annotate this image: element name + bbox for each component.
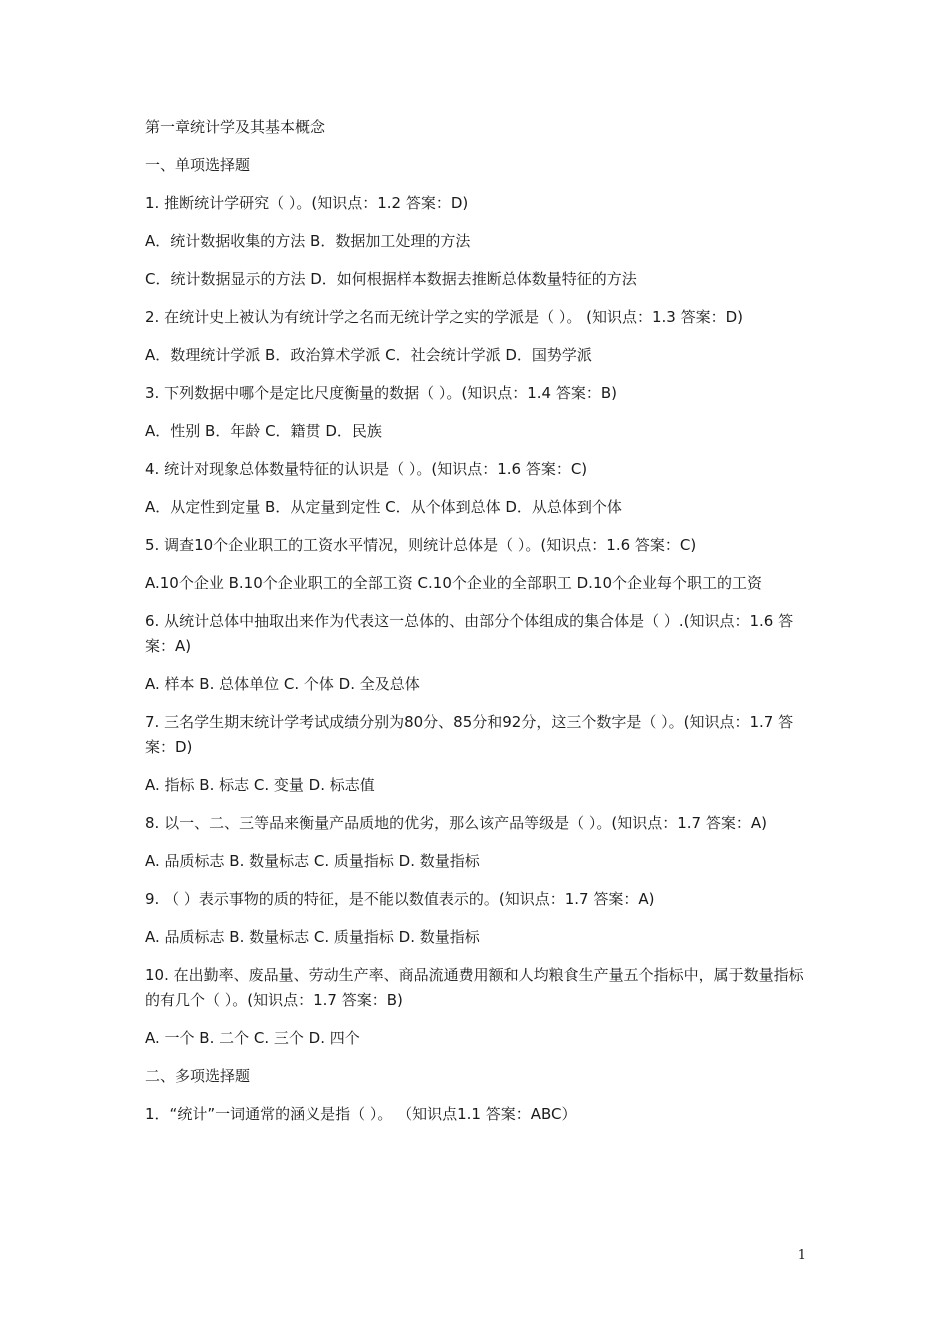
section-title-single-choice: 一、单项选择题 [145, 156, 251, 174]
question-8: 8. 以一、二、三等品来衡量产品质地的优劣，那么该产品等级是（ ）。(知识点：1.7 答案：A) [145, 814, 767, 832]
page-number: 1 [797, 1248, 806, 1263]
question-7: 7. 三名学生期末统计学考试成绩分别为80分、85分和92分，这三个数字是（ ）。(知识点：1.7 答案：D) [145, 713, 794, 756]
question-6: 6. 从统计总体中抽取出来作为代表这一总体的、由部分个体组成的集合体是（ ）.(知识点：1.6 答案：A) [145, 612, 794, 655]
question-1-options-cd: C．统计数据显示的方法 D．如何根据样本数据去推断总体数量特征的方法 [145, 270, 637, 288]
question-2-options: A．数理统计学派 B．政治算术学派 C．社会统计学派 D．国势学派 [145, 346, 592, 364]
question-5: 5. 调查10个企业职工的工资水平情况，则统计总体是（ ）。(知识点：1.6 答案：C) [145, 536, 697, 554]
question-10: 10. 在出勤率、废品量、劳动生产率、商品流通费用额和人均粮食生产量五个指标中，属于数量指标的有几个（ ）。(知识点：1.7 答案：B) [145, 966, 804, 1009]
question-2: 2. 在统计史上被认为有统计学之名而无统计学之实的学派是（ ）。 (知识点：1.3 答案：D) [145, 308, 743, 326]
question-5-options: A.10个企业 B.10个企业职工的全部工资 C.10个企业的全部职工 D.10个企业每个职工的工资 [145, 574, 763, 592]
question-4: 4. 统计对现象总体数量特征的认识是（ ）。(知识点：1.6 答案：C) [145, 460, 588, 478]
question-10-options: A. 一个 B. 二个 C. 三个 D. 四个 [145, 1029, 360, 1047]
question-1-options-ab: A．统计数据收集的方法 B．数据加工处理的方法 [145, 232, 471, 250]
question-3-options: A．性别 B．年龄 C．籍贯 D．民族 [145, 422, 382, 440]
question-9: 9. （ ）表示事物的质的特征，是不能以数值表示的。(知识点：1.7 答案：A) [145, 890, 655, 908]
question-7-options: A. 指标 B. 标志 C. 变量 D. 标志值 [145, 776, 375, 794]
section-title-multiple-choice: 二、多项选择题 [145, 1067, 251, 1085]
question-9-options: A. 品质标志 B. 数量标志 C. 质量指标 D. 数量指标 [145, 928, 480, 946]
multi-question-1: 1．“统计”一词通常的涵义是指（ ）。 （知识点1.1 答案：ABC） [145, 1105, 577, 1123]
question-8-options: A. 品质标志 B. 数量标志 C. 质量指标 D. 数量指标 [145, 852, 480, 870]
question-4-options: A．从定性到定量 B．从定量到定性 C．从个体到总体 D．从总体到个体 [145, 498, 622, 516]
chapter-title: 第一章统计学及其基本概念 [145, 118, 326, 136]
question-6-options: A. 样本 B. 总体单位 C. 个体 D. 全及总体 [145, 675, 420, 693]
page-content [145, 115, 810, 1140]
question-1: 1. 推断统计学研究（ ）。(知识点：1.2 答案：D) [145, 194, 469, 212]
question-3: 3. 下列数据中哪个是定比尺度衡量的数据（ ）。(知识点：1.4 答案：B) [145, 384, 617, 402]
